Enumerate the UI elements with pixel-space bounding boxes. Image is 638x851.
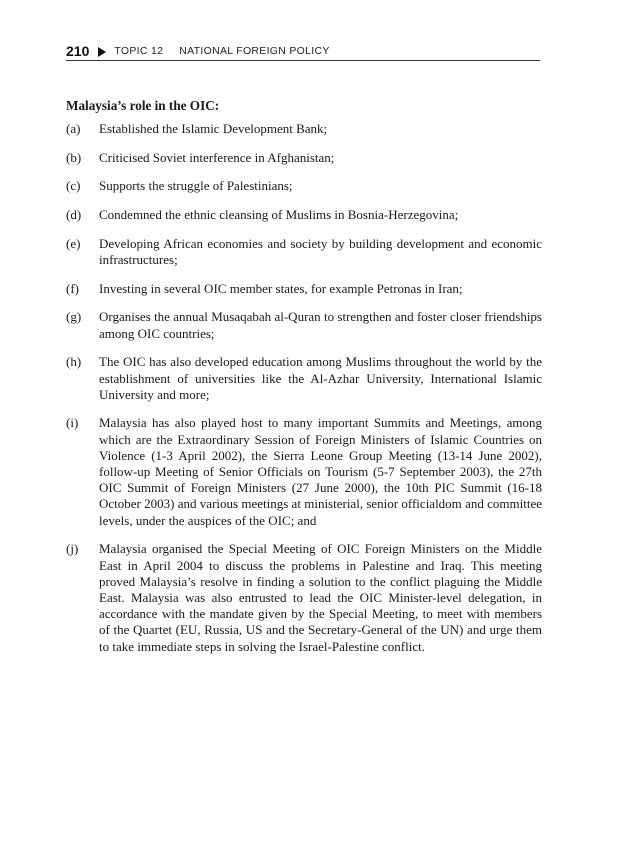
triangle-arrow-icon xyxy=(98,47,106,57)
item-text: Investing in several OIC member states, for example Petronas in Iran; xyxy=(99,280,463,296)
item-label: (i) xyxy=(66,415,79,431)
list-item xyxy=(66,207,542,223)
list-item xyxy=(66,281,542,297)
list-item xyxy=(66,150,542,166)
item-text: The OIC has also developed education among Muslims throughout the world by the establishment of universities like the Al-Azhar University, International Islamic University and more; xyxy=(99,354,542,402)
item-text: Supports the struggle of Palestinians; xyxy=(99,178,293,194)
page-header xyxy=(66,40,540,61)
page-content xyxy=(66,98,542,667)
item-text: Condemned the ethnic cleansing of Muslims in Bosnia-Herzegovina; xyxy=(99,207,459,223)
item-text: Criticised Soviet interference in Afghanistan; xyxy=(99,149,335,165)
item-label: (g) xyxy=(66,309,82,325)
list-item xyxy=(66,236,542,268)
page-number: 210 xyxy=(66,43,90,59)
item-label: (e) xyxy=(66,235,81,251)
list-item xyxy=(66,541,542,654)
item-label: (c) xyxy=(66,178,81,194)
section-title: Malaysia’s role in the OIC: xyxy=(66,98,220,113)
list-item xyxy=(66,415,542,528)
item-label: (b) xyxy=(66,149,82,165)
item-text: Developing African economies and society by building development and economic infrastructures; xyxy=(99,235,542,268)
item-label: (a) xyxy=(66,121,81,136)
item-text: Established the Islamic Development Bank; xyxy=(99,121,328,136)
item-label: (d) xyxy=(66,207,82,223)
item-label: (j) xyxy=(66,541,79,557)
item-label: (h) xyxy=(66,354,82,370)
item-label: (f) xyxy=(66,280,79,296)
item-text: Malaysia organised the Special Meeting of OIC Foreign Ministers on the Middle East in April 2004 to discuss the problems in Palestine and Iraq. This meeting proved Malaysia’s resolve in finding a solution to the conflict plaguing the Middle East. Malaysia was also entrusted to lead the OIC Minister-level delegation, in accordance with the mandate given by the Special Meeting, to meet with members of the Quartet (EU, Russia, US and the Secretary-General of the UN) and urge them to take immediate steps in solving the Israel-Palestine conflict. xyxy=(99,541,542,654)
item-text: Malaysia has also played host to many important Summits and Meetings, among which are the Extraordinary Session of Foreign Ministers of Islamic Countries on Violence (1-3 April 2002), the Sierra Leone Group Meeting (13-14 June 2002), follow-up Meeting of Senior Officials on Tourism (5-7 September 2003), the 27th OIC Summit of Foreign Ministers (27 June 2000), the 10th PIC Summit (16-18 October 2003) and various meetings at ministerial, senior officialdom and committee levels, under the auspices of the OIC; and xyxy=(99,415,542,528)
topic-label: TOPIC 12 xyxy=(114,45,164,57)
list-item xyxy=(66,309,542,341)
list-item xyxy=(66,178,542,194)
topic-title: NATIONAL FOREIGN POLICY xyxy=(179,45,330,57)
item-text: Organises the annual Musaqabah al-Quran to strengthen and foster closer friendships among OIC countries; xyxy=(99,309,542,341)
list-item xyxy=(66,121,542,137)
list-item xyxy=(66,354,542,403)
